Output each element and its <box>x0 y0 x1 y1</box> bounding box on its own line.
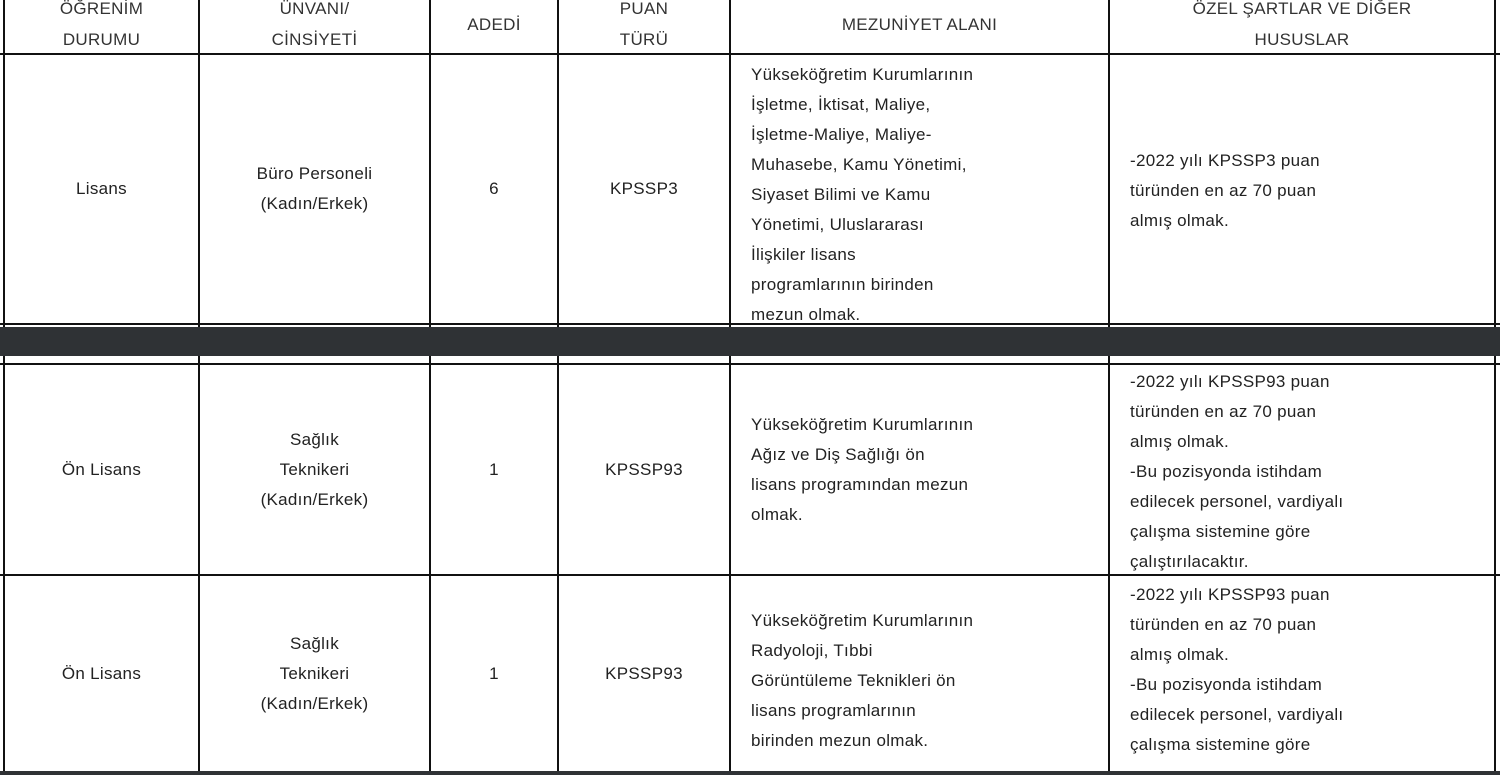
header-puan-turu <box>559 0 729 54</box>
column-divider <box>1108 356 1110 771</box>
cell-text: -2022 yılı KPSSP93 puan türünden en az 70 puan almış olmak. -Bu pozisyonda istihdam edilecek personel, vardiyalı çalışma sistemine göre çalıştırılacaktır. <box>1130 372 1344 571</box>
table-row-2-ogrenim <box>5 365 198 574</box>
table-row-1-unvan <box>200 55 429 323</box>
header-mezuniyet-alani <box>731 0 1108 54</box>
table-row-1-ogrenim <box>5 55 198 323</box>
header-unvan-cinsiyet <box>200 0 429 54</box>
table-row-3-ogrenim <box>5 576 198 771</box>
table-row-1-adet <box>431 55 557 323</box>
cell-text: 1 <box>489 663 499 683</box>
row-bottom-border <box>0 323 1500 325</box>
header-label: PUAN TÜRÜ <box>619 0 669 49</box>
table-row-2-ozel <box>1130 365 1494 574</box>
table-row-3-ozel <box>1130 576 1494 771</box>
table-row-3-mezuniyet <box>751 576 1108 771</box>
header-ogrenim-durumu <box>5 0 198 54</box>
cell-text: KPSSP3 <box>610 179 678 198</box>
table-row-3-adet <box>431 576 557 771</box>
cell-text: -2022 yılı KPSSP93 puan türünden en az 70 puan almış olmak. -Bu pozisyonda istihdam edilecek personel, vardiyalı çalışma sistemine göre <box>1130 585 1344 754</box>
table-row-1-mezuniyet <box>751 60 1108 327</box>
header-label: ADEDİ <box>467 14 521 34</box>
cell-text: KPSSP93 <box>605 663 683 683</box>
column-divider <box>729 356 731 771</box>
cell-text: Ön Lisans <box>61 459 142 479</box>
table-border-right <box>1494 356 1496 771</box>
header-ozel-sartlar <box>1110 0 1494 54</box>
table-bottom-section <box>0 356 1500 771</box>
table-row-2-unvan <box>200 365 429 574</box>
cell-text: Lisans <box>76 179 127 198</box>
header-label: ÖZEL ŞARTLAR VE DİĞER HUSUSLAR <box>1192 0 1412 49</box>
header-label: ÜNVANI/ CİNSİYETİ <box>271 0 358 49</box>
cell-text: Yükseköğretim Kurumlarının İşletme, İktisat, Maliye, İşletme-Maliye, Maliye- Muhasebe, Kamu Yönetimi, Siyaset Bilimi ve Kamu Yönetimi, Uluslararası İlişkiler lisans programlarının birinden mezun olmak. <box>751 65 974 324</box>
table-row-2-puan <box>559 365 729 574</box>
table-row-2-adet <box>431 365 557 574</box>
cell-text: Büro Personeli (Kadın/Erkek) <box>256 164 373 213</box>
cell-text: Yükseköğretim Kurumlarının Ağız ve Diş Sağlığı ön lisans programından mezun olmak. <box>751 414 974 524</box>
table-row-3-puan <box>559 576 729 771</box>
cell-text: Ön Lisans <box>61 663 142 683</box>
cell-text: 1 <box>489 459 499 479</box>
cell-text: Sağlık Teknikeri (Kadın/Erkek) <box>260 633 369 713</box>
cell-text: Sağlık Teknikeri (Kadın/Erkek) <box>260 429 369 509</box>
cell-text: KPSSP93 <box>605 459 683 479</box>
table-row-3-unvan <box>200 576 429 771</box>
table-row-1-puan <box>559 55 729 323</box>
cell-text: 6 <box>489 179 499 198</box>
table-row-2-mezuniyet <box>751 365 1108 574</box>
header-label: ÖĞRENİM DURUMU <box>59 0 144 49</box>
table-top-section <box>0 0 1500 327</box>
cell-text: -2022 yılı KPSSP3 puan türünden en az 70 puan almış olmak. <box>1130 151 1320 230</box>
table-border-right <box>1494 0 1496 327</box>
header-adet <box>431 0 557 54</box>
header-label: MEZUNİYET ALANI <box>841 14 998 34</box>
table-row-1-ozel <box>1130 55 1494 323</box>
cell-text: Yükseköğretim Kurumlarının Radyoloji, Tıbbi Görüntüleme Teknikleri ön lisans programlarının birinden mezun olmak. <box>751 610 974 750</box>
